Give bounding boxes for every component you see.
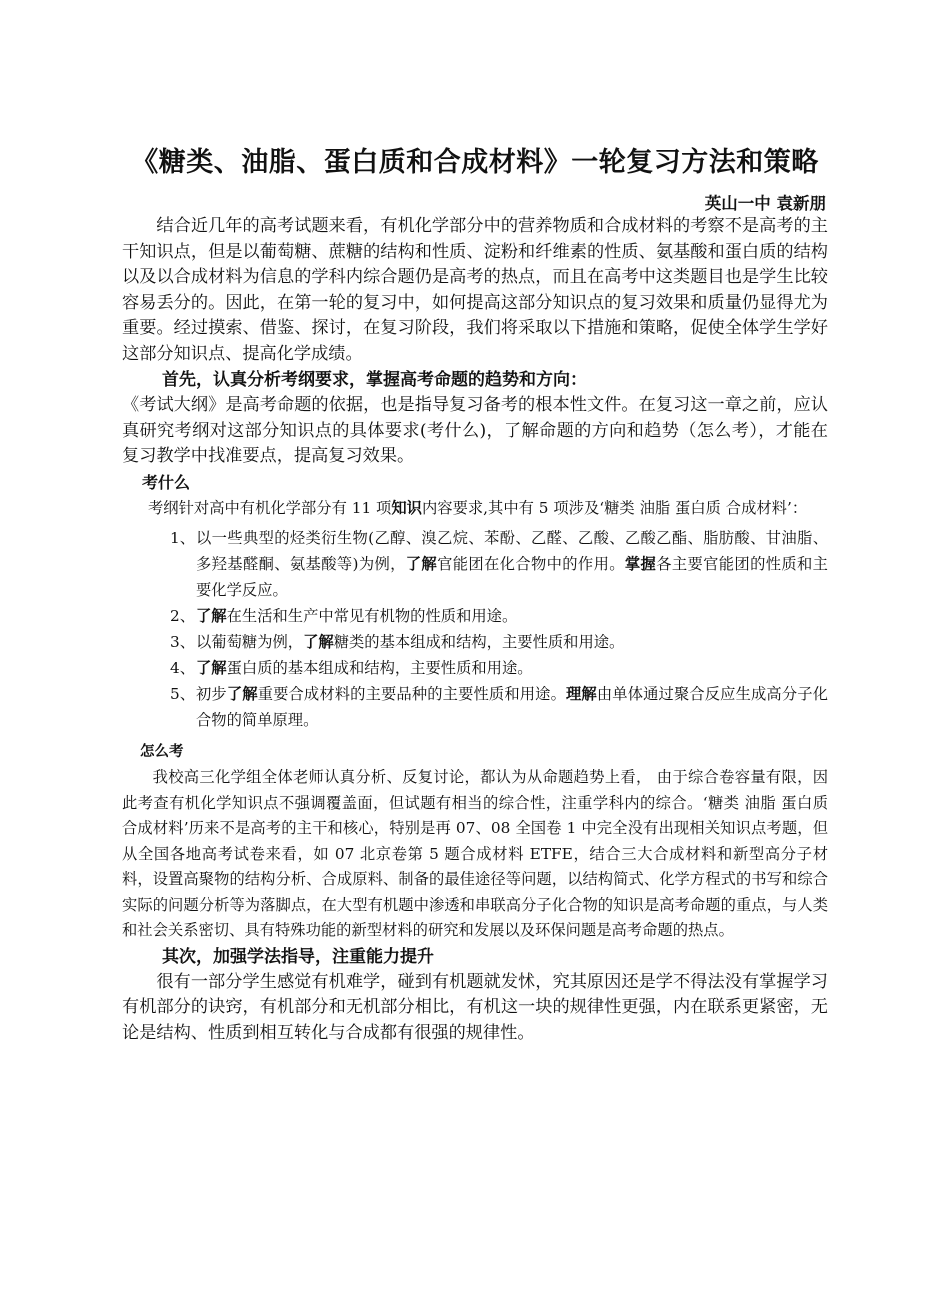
how-heading: 怎么考 <box>140 744 184 760</box>
what-para-b: 内容要求,其中有 5 项涉及‘糖类 油脂 蛋白质 合成材料’： <box>421 498 808 517</box>
list-item-number: 4、 <box>170 659 196 677</box>
what-paragraph <box>122 496 828 522</box>
list-item-keyword: 掌握 <box>624 555 657 573</box>
requirements-list <box>122 525 828 733</box>
what-para-a: 考纲针对高中有机化学部分有 11 项 <box>148 498 392 517</box>
intro-paragraph: 结合近几年的高考试题来看，有机化学部分中的营养物质和合成材料的考察不是高考的主干知识点，但是以葡萄糖、蔗糖的结构和性质、淀粉和纤维素的性质、氨基酸和蛋白质的结构以及以合成材料为信息的学科内综合题仍是高考的热点，而且在高考中这类题目也是学生比较容易丢分的。因此，在第一轮的复习中，如何提高这部分知识点的复习效果和质量仍显得尤为重要。经过摸索、借鉴、探讨，在复习阶段，我们将采取以下措施和策略，促使全体学生学好这部分知识点、提高化学成绩。 <box>122 216 828 364</box>
section2-paragraph: 很有一部分学生感觉有机难学，碰到有机题就发怵，究其原因还是学不得法没有掌握学习有机部分的诀窍，有机部分和无机部分相比，有机这一块的规律性更强，内在联系更紧密，无论是结构、性质到相互转化与合成都有很强的规律性。 <box>122 971 828 1043</box>
list-item-keyword: 了解 <box>303 633 334 651</box>
what-para-keyword: 知识 <box>391 498 422 517</box>
list-item-text: 以葡萄糖为例， <box>196 633 304 651</box>
list-item <box>122 681 828 733</box>
list-item-number: 3、 <box>170 633 196 651</box>
list-item-keyword: 理解 <box>566 685 597 703</box>
list-item <box>122 525 828 603</box>
list-item-text: 由单体通过聚合反应生成高分子化合物的简单原理。 <box>196 685 828 729</box>
list-item-text: 在生活和生产中常见有机物的性质和用途。 <box>226 607 518 625</box>
list-item-text: 官能团在化合物中的作用。 <box>437 555 625 573</box>
list-item-keyword: 了解 <box>226 685 258 703</box>
list-item-text: 初步 <box>196 685 227 703</box>
list-item <box>122 603 828 629</box>
list-item-text: 蛋白质的基本组成和结构，主要性质和用途。 <box>226 659 533 677</box>
list-item <box>122 655 828 681</box>
list-item-number: 5、 <box>170 685 196 703</box>
what-heading: 考什么 <box>142 472 191 492</box>
document-title: 《糖类、油脂、蛋白质和合成材料》一轮复习方法和策略 <box>131 147 819 178</box>
list-item-text: 糖类的基本组成和结构，主要性质和用途。 <box>333 633 625 651</box>
list-item <box>122 629 828 655</box>
list-item-number: 1、 <box>170 529 196 547</box>
list-item-keyword: 了解 <box>405 555 438 573</box>
list-item-keyword: 了解 <box>196 659 227 677</box>
list-item-number: 2、 <box>170 607 196 625</box>
list-item-text: 以一些典型的烃类衍生物(乙醇、溴乙烷、苯酚、乙醛、乙酸、乙酸乙酯、脂肪酸、甘油脂、多羟基醛酮、氨基酸等)为例， <box>196 529 828 573</box>
document-body <box>122 214 828 1046</box>
author-line: 英山一中 袁新朋 <box>704 194 826 213</box>
section1-paragraph: 《考试大纲》是高考命题的依据，也是指导复习备考的根本性文件。在复习这一章之前，应认真研究考纲对这部分知识点的具体要求(考什么)，了解命题的方向和趋势（怎么考），才能在复习教学中找准要点，提高复习效果。 <box>122 395 828 466</box>
section2-heading: 其次，加强学法指导，注重能力提升 <box>162 946 434 967</box>
how-paragraph: 我校高三化学组全体老师认真分析、反复讨论，都认为从命题趋势上看， 由于综合卷容量有限，因此考查有机化学知识点不强调覆盖面，但试题有相当的综合性，注重学科内的综合。‘糖类 油脂 蛋白质 合成材料’历来不是高考的主干和核心，特别是再 07、08 全国卷 1 中完全没有出现相关知识点考题，但从全国各地高考试卷来看，如 07 北京卷第 5 题合成材料 ETFE，结合三大合成材料和新型高分子材料，设置高聚物的结构分析、合成原料、制备的最佳途径等问题，以结构简式、化学方程式的书写和综合实际的问题分析等为落脚点，在大型有机题中渗透和串联高分子化合物的知识是高考命题的重点，与人类和社会关系密切、具有特殊功能的新型材料的研究和发展以及环保问题是高考命题的热点。 <box>122 768 828 939</box>
section1-heading: 首先，认真分析考纲要求，掌握高考命题的趋势和方向： <box>162 370 587 390</box>
list-item-text: 各主要官能团的性质和主要化学反应。 <box>196 555 828 599</box>
list-item-text: 重要合成材料的主要品种的主要性质和用途。 <box>257 685 567 703</box>
list-item-keyword: 了解 <box>196 607 227 625</box>
